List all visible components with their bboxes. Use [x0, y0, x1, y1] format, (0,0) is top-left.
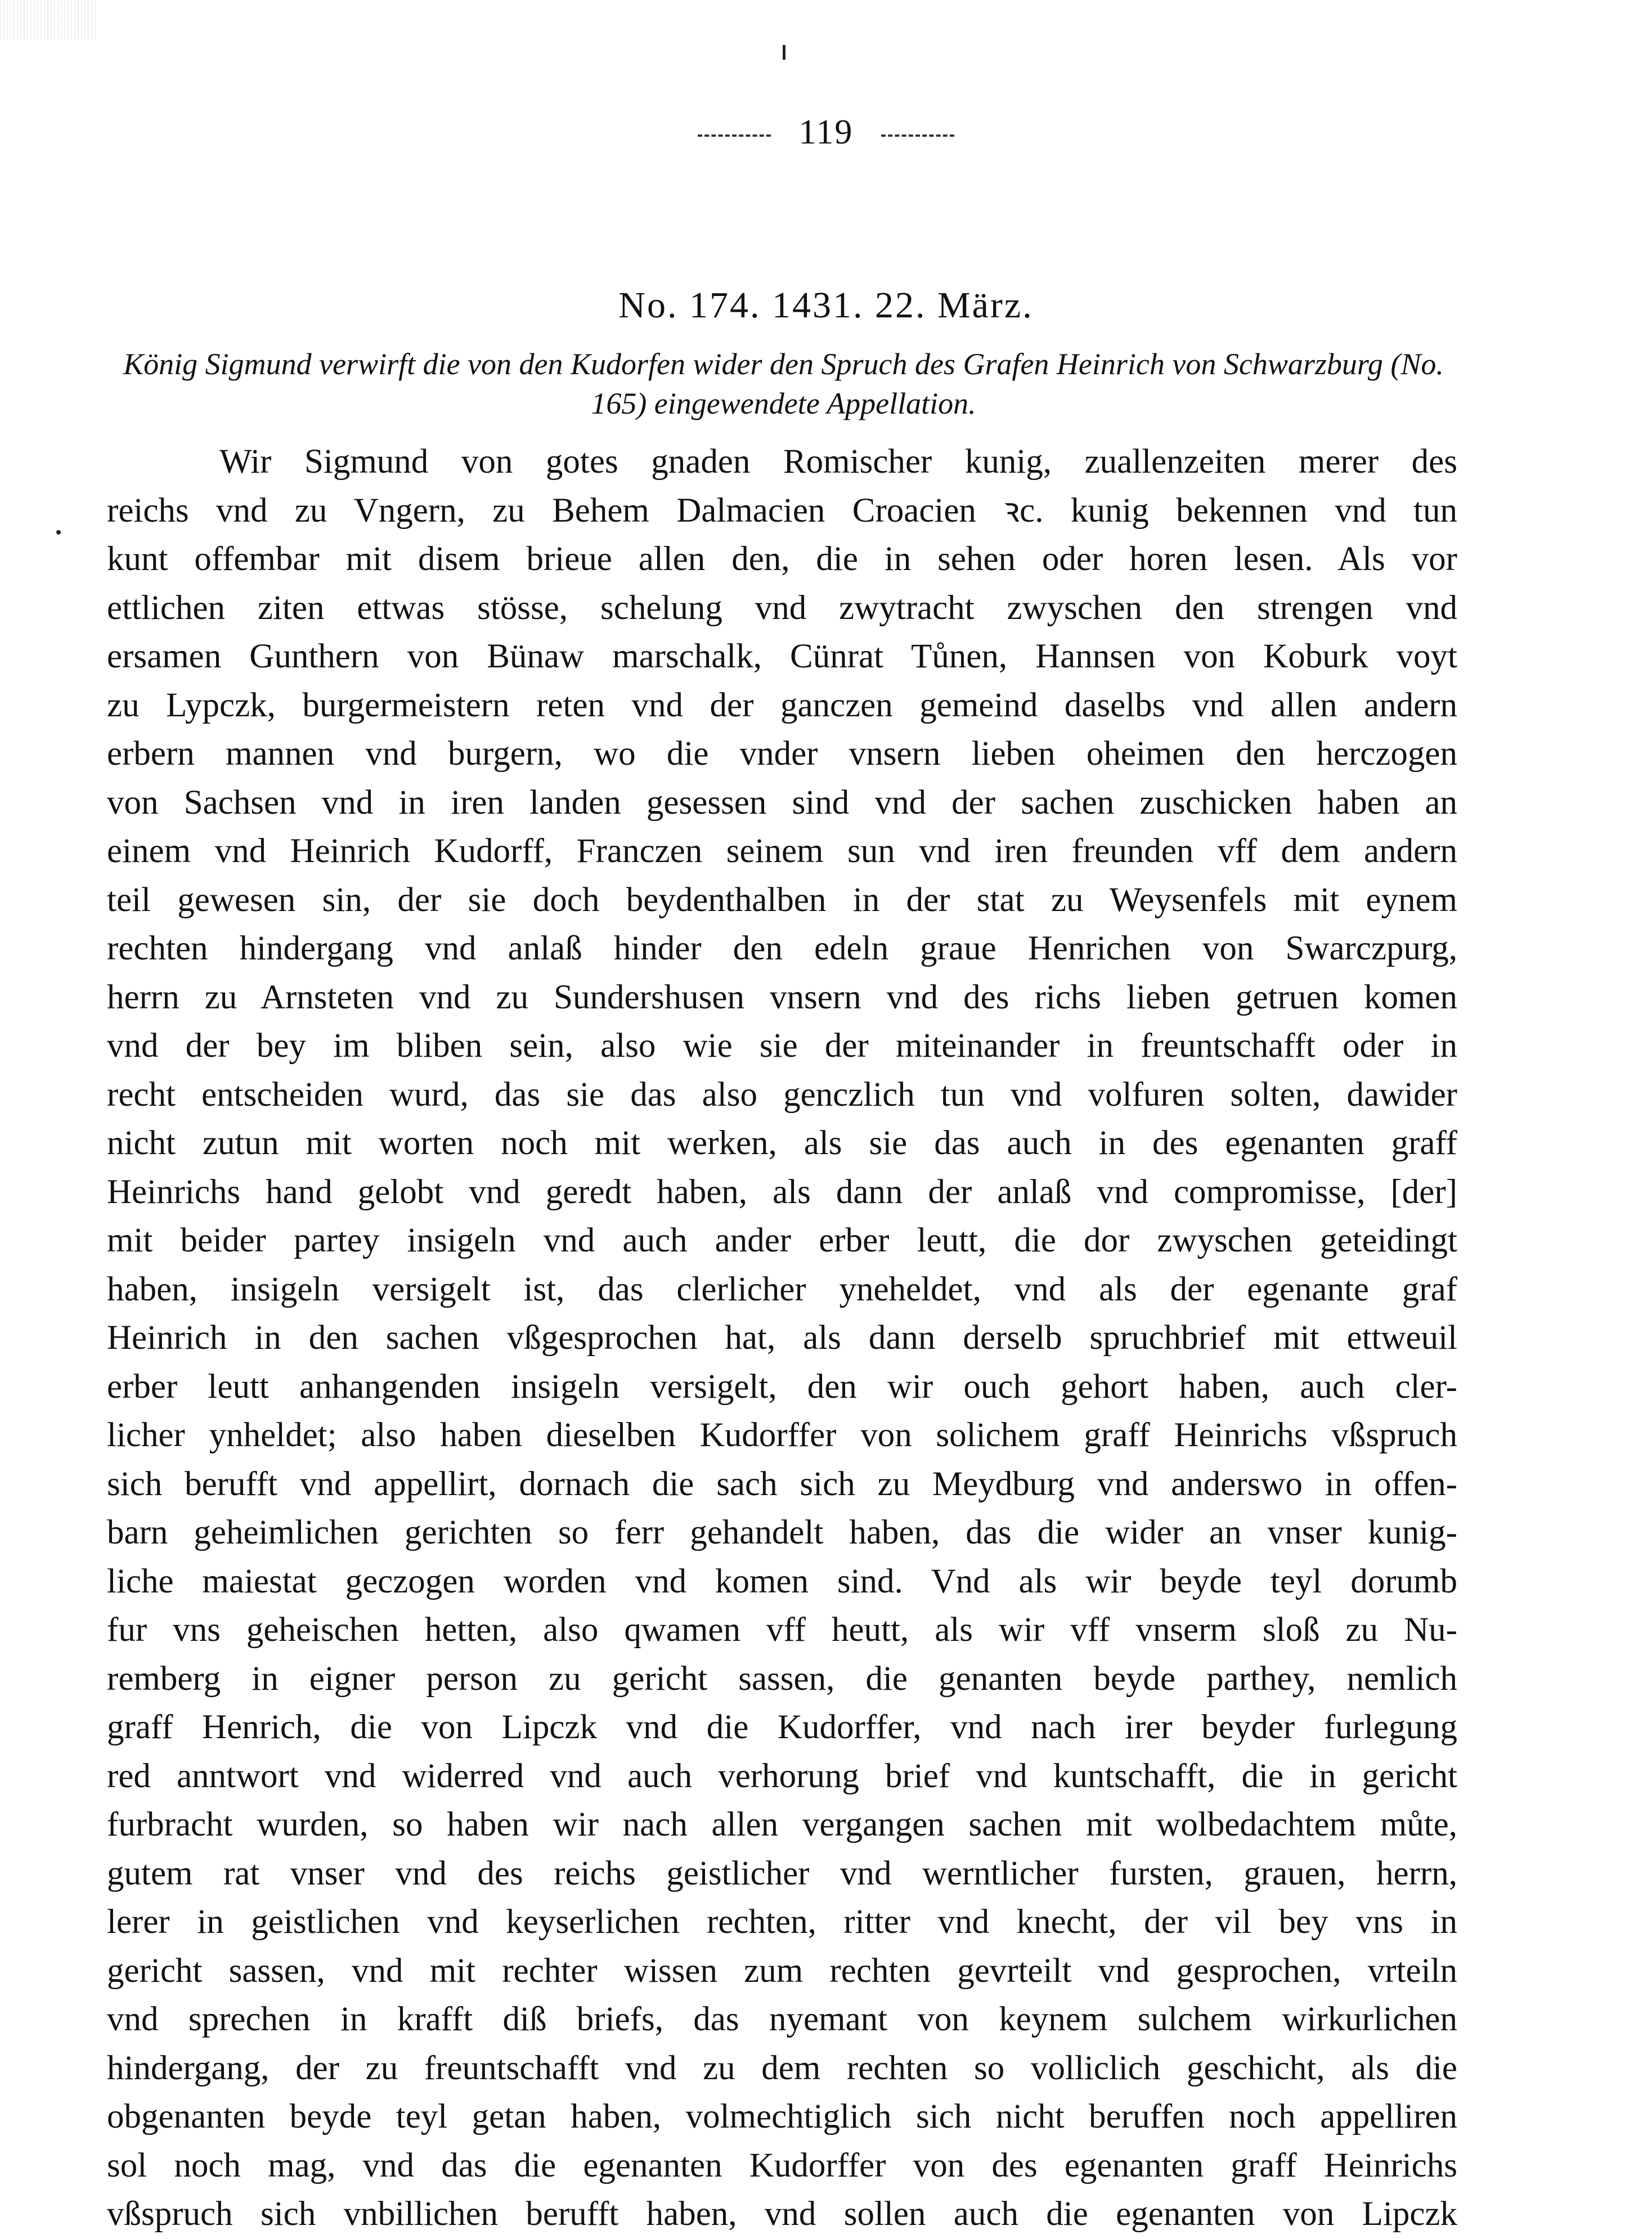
body-line: reichs vnd zu Vngern, zu Behem Dalmacien Croacien ꝛc. kunig bekennen vnd tun	[107, 491, 1457, 530]
body-line: rechten hindergang vnd anlaß hinder den edeln graue Henrichen von Swarczpurg,	[107, 930, 1457, 967]
body-line: sol noch mag, vnd das die egenanten Kudorffer von des egenanten graff Heinrichs	[107, 2146, 1457, 2184]
body-line: kunt offembar mit disem brieue allen den, die in sehen oder horen lesen. Als vor	[107, 540, 1457, 578]
body-line: ettlichen ziten ettwas stösse, schelung vnd zwytracht zwyschen den strengen vnd	[107, 589, 1457, 627]
body-line: hindergang, der zu freuntschafft vnd zu dem rechten so volliclich geschicht, als die	[107, 2049, 1457, 2087]
body-line: herrn zu Arnsteten vnd zu Sundershusen vnsern vnd des richs lieben getruen komen	[107, 978, 1457, 1016]
header-rule-right	[881, 134, 954, 137]
print-mark	[783, 45, 785, 60]
body-line: Heinrich in den sachen vßgesprochen hat, als dann derselb spruchbrief mit ettweuil	[107, 1319, 1457, 1357]
body-line: lerer in geistlichen vnd keyserlichen rechten, ritter vnd knecht, der vil bey vns in	[107, 1903, 1457, 1941]
body-line: liche maiestat geczogen worden vnd komen sind. Vnd als wir beyde teyl dorumb	[107, 1562, 1457, 1600]
body-line: sich berufft vnd appellirt, dornach die sach sich zu Meydburg vnd anderswo in offen-	[107, 1465, 1457, 1503]
body-line: barn geheimlichen gerichten so ferr gehandelt haben, das die wider an vnser kunig-	[107, 1514, 1457, 1551]
body-line: furbracht wurden, so haben wir nach allen vergangen sachen mit wolbedachtem můte,	[107, 1806, 1457, 1843]
body-line: erbern mannen vnd burgern, wo die vnder vnsern lieben oheimen den herczogen	[107, 735, 1457, 773]
body-line: gutem rat vnser vnd des reichs geistlicher vnd werntlicher fursten, grauen, herrn,	[107, 1854, 1457, 1892]
body-line: vnd der bey im bliben sein, also wie sie der miteinander in freuntschafft oder in	[107, 1027, 1457, 1065]
scan-artifact	[0, 0, 96, 39]
body-line: nicht zutun mit worten noch mit werken, als sie das auch in des egenanten graff	[107, 1124, 1457, 1162]
body-line: von Sachsen vnd in iren landen gesessen sind vnd der sachen zuschicken haben an	[107, 783, 1457, 822]
body-line: recht entscheiden wurd, das sie das also genczlich tun vnd volfuren solten, dawider	[107, 1075, 1457, 1114]
page-header	[0, 113, 1652, 152]
document-title: No. 174. 1431. 22. März.	[618, 285, 1034, 326]
body-line: vßspruch sich vnbillichen berufft haben, vnd sollen auch die egenanten von Lipczk	[107, 2195, 1457, 2233]
body-line: erber leutt anhangenden insigeln versigelt, den wir ouch gehort haben, auch cler-	[107, 1367, 1457, 1406]
body-line: Heinrichs hand gelobt vnd geredt haben, als dann der anlaß vnd compromisse, [der]	[107, 1173, 1457, 1211]
body-line: obgenanten beyde teyl getan haben, volmechtiglich sich nicht beruffen noch appelliren	[107, 2098, 1457, 2135]
body-line: teil gewesen sin, der sie doch beydenthalben in der stat zu Weysenfels mit eynem	[107, 881, 1457, 919]
body-line: ersamen Gunthern von Bünaw marschalk, Cünrat Tůnen, Hannsen von Koburk voyt	[107, 638, 1457, 675]
body-line: gericht sassen, vnd mit rechter wissen zum rechten gevrteilt vnd gesprochen, vrteiln	[107, 1951, 1457, 1990]
body-line: zu Lypczk, burgermeistern reten vnd der ganczen gemeind daselbs vnd allen andern	[107, 686, 1457, 724]
body-line: graff Henrich, die von Lipczk vnd die Kudorffer, vnd nach irer beyder furlegung	[107, 1708, 1457, 1746]
body-line: mit beider partey insigeln vnd auch ander erber leutt, die dor zwyschen geteidingt	[107, 1222, 1457, 1259]
body-line: Wir Sigmund von gotes gnaden Romischer kunig, zuallenzeiten merer des	[219, 443, 1457, 481]
body-line: vnd sprechen in krafft diß briefs, das nyemant von keynem sulchem wirkurlichen	[107, 2000, 1457, 2038]
body-line: red anntwort vnd widerred vnd auch verhorung brief vnd kuntschafft, die in gericht	[107, 1757, 1457, 1795]
print-mark-dot	[56, 530, 61, 535]
body-line: fur vns geheischen hetten, also qwamen vff heutt, als wir vff vnserm sloß zu Nu-	[107, 1611, 1457, 1649]
body-line: remberg in eigner person zu gericht sassen, die genanten beyde parthey, nemlich	[107, 1659, 1457, 1698]
body-line: haben, insigeln versigelt ist, das clerlicher yneheldet, vnd als der egenante graf	[107, 1270, 1457, 1308]
header-rule-left	[698, 134, 771, 137]
body-line: einem vnd Heinrich Kudorff, Franczen seinem sun vnd iren freunden vff dem andern	[107, 832, 1457, 870]
page-number: 119	[798, 113, 854, 151]
body-line: licher ynheldet; also haben dieselben Kudorffer von solichem graff Heinrichs vßspruch	[107, 1416, 1457, 1454]
document-summary: König Sigmund verwirft die von den Kudorfen wider den Spruch des Grafen Heinrich von Schwarzburg (No. 165) eingewendete Appellation.	[123, 347, 1444, 420]
document-body	[107, 438, 1457, 2239]
